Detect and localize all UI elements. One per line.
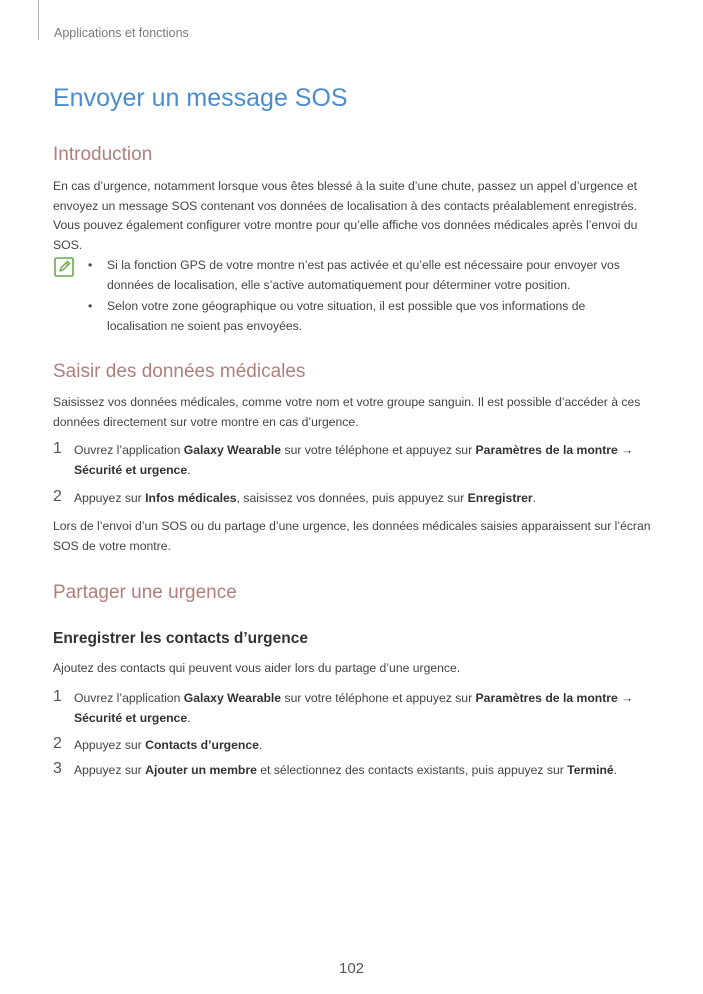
section-label: Applications et fonctions xyxy=(54,26,189,40)
app-name: Galaxy Wearable xyxy=(183,691,282,705)
menu-item: Infos médicales xyxy=(145,491,237,505)
menu-path: Paramètres de la montre → xyxy=(475,691,634,705)
medical-outro: Lors de l’envoi d’un SOS ou du partage d’une urgence, les données médicales saisies apparaissent sur l’écran SOS de votre montre. xyxy=(53,519,651,553)
menu-item: Terminé xyxy=(567,763,614,777)
menu-item: Enregistrer xyxy=(467,491,533,505)
share-heading: Partager une urgence xyxy=(53,582,237,603)
menu-path: Paramètres de la montre → xyxy=(475,443,634,457)
share-step-3: 3 Appuyez sur Ajouter un membre et sélectionnez des contacts existants, puis appuyez sur Terminé. xyxy=(53,760,618,777)
page-title: Envoyer un message SOS xyxy=(53,84,348,112)
page-number: 102 xyxy=(338,960,365,977)
share-step-2: 2 Appuyez sur Contacts d’urgence. xyxy=(53,735,263,752)
app-name: Galaxy Wearable xyxy=(183,443,282,457)
share-step-1: 1 Ouvrez l’application Galaxy Wearable sur votre téléphone et appuyez sur Paramètres de la montre → Sécurité et urgence. xyxy=(53,688,634,725)
medical-step-2: 2 Appuyez sur Infos médicales, saisissez vos données, puis appuyez sur Enregistrer. xyxy=(53,488,537,505)
contacts-subheading: Enregistrer les contacts d’urgence xyxy=(53,630,308,647)
menu-path: Sécurité et urgence xyxy=(74,462,188,477)
note-pencil-icon xyxy=(54,257,74,277)
header-divider xyxy=(38,0,39,40)
medical-intro: Saisissez vos données médicales, comme votre nom et votre groupe sanguin. Il est possible d’accéder à ces données directement sur votre montre en cas d’urgence. xyxy=(53,395,641,429)
share-intro: Ajoutez des contacts qui peuvent vous aider lors du partage d’une urgence. xyxy=(53,661,461,675)
introduction-heading: Introduction xyxy=(53,144,153,165)
medical-heading: Saisir des données médicales xyxy=(53,361,306,382)
note-item: • Selon votre zone géographique ou votre situation, il est possible que vos informations de localisation ne soient pas envoyées. xyxy=(88,299,586,333)
note-item: • Si la fonction GPS de votre montre n’est pas activée et qu’elle est nécessaire pour envoyer vos données de localisation, elle s’active automatiquement pour déterminer votre position. xyxy=(88,258,620,292)
medical-step-1: 1 Ouvrez l’application Galaxy Wearable sur votre téléphone et appuyez sur Paramètres de la montre → Sécurité et urgence. xyxy=(53,440,634,477)
menu-item: Ajouter un membre xyxy=(145,763,257,777)
menu-path: Sécurité et urgence xyxy=(74,710,188,725)
menu-item: Contacts d’urgence xyxy=(145,738,259,752)
introduction-text: En cas d’urgence, notamment lorsque vous êtes blessé à la suite d’une chute, passez un appel d’urgence et envoyez un message SOS contenant vos données de localisation à des contacts préalablement enregistrés. Vous pouvez également configurer votre montre pour qu’elle affiche vos données médicales après l’envoi du SOS. xyxy=(53,179,638,252)
